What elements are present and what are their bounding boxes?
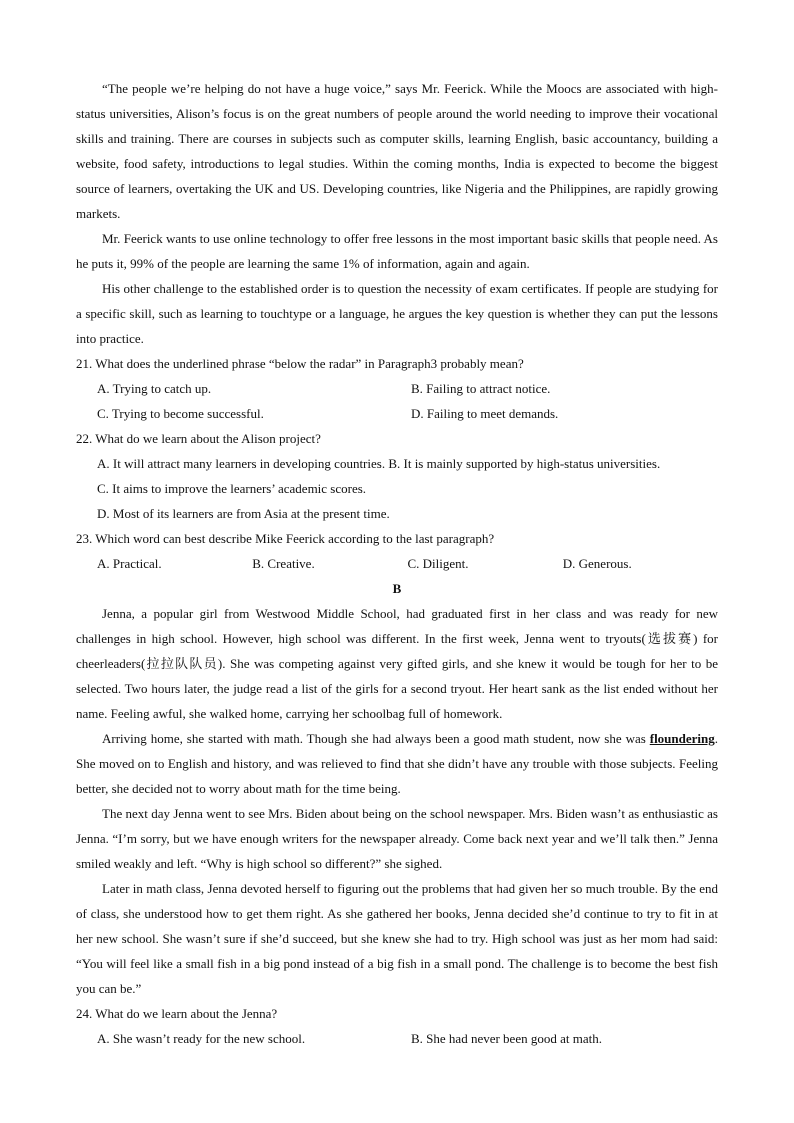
passage-paragraph: The next day Jenna went to see Mrs. Biden about being on the school newspaper. Mrs. Biden wasn’t as enthusiastic as Jenna. “I’m sorry, but we have enough writers for the newspaper already. Come back next year and we’ll talk then.” Jenna smiled weakly and left. “Why is high school so different?” she sighed. — [76, 806, 718, 871]
paragraph-text: . She moved on to English and history, and was relieved to find that she didn’t have any trouble with those subjects. Feeling better, she decided not to worry about math for the time being. — [76, 731, 718, 796]
question-24-stem: 24. What do we learn about the Jenna? — [76, 1006, 278, 1021]
question-21-option-c[interactable]: C. Trying to become successful. — [97, 406, 264, 421]
question-22-stem: 22. What do we learn about the Alison project? — [76, 431, 321, 446]
question-23-options — [76, 551, 718, 576]
passage-paragraph: Mr. Feerick wants to use online technology to offer free lessons in the most important basic skills that people need. As he puts it, 99% of the people are learning the same 1% of information, again and again. — [76, 231, 718, 271]
question-22-option-b[interactable]: B. It is mainly supported by high-status universities. — [388, 456, 661, 471]
question-21-option-d[interactable]: D. Failing to meet demands. — [411, 406, 559, 421]
underlined-word: floundering — [649, 731, 715, 746]
question-23-option-d[interactable]: D. Generous. — [562, 556, 632, 571]
question-22-option-c[interactable]: C. It aims to improve the learners’ academic scores. — [97, 481, 367, 496]
question-23-stem: 23. Which word can best describe Mike Feerick according to the last paragraph? — [76, 531, 495, 546]
question-22-options-row-1 — [76, 451, 718, 476]
question-24-option-b[interactable]: B. She had never been good at math. — [411, 1031, 602, 1046]
question-23-option-c[interactable]: C. Diligent. — [407, 556, 469, 571]
question-21-option-b[interactable]: B. Failing to attract notice. — [411, 381, 551, 396]
question-23-option-a[interactable]: A. Practical. — [97, 556, 162, 571]
question-24-options-row-1 — [76, 1026, 718, 1051]
exam-page — [76, 76, 718, 1051]
passage-paragraph: Jenna, a popular girl from Westwood Middle School, had graduated first in her class and was ready for new challenges in high school. However, high school was different. In the first week, Jenna went to tryouts(选拔赛) for cheerleaders(拉拉队队员). She was competing against very gifted girls, and she knew it would be tough for her to be selected. Two hours later, the judge read a list of the girls for a second tryout. Her heart sank as the list ended without her name. Feeling awful, she walked home, carrying her schoolbag full of homework. — [76, 606, 718, 721]
passage-paragraph — [76, 726, 718, 801]
passage-paragraph: His other challenge to the established order is to question the necessity of exam certificates. If people are studying for a specific skill, such as learning to touchtype or a language, he argues the key question is whether they can put the lessons into practice. — [76, 281, 718, 346]
question-22-option-a[interactable]: A. It will attract many learners in developing countries. — [97, 456, 386, 471]
section-heading: B — [392, 581, 402, 596]
question-22-option-d[interactable]: D. Most of its learners are from Asia at the present time. — [97, 506, 390, 521]
question-24-option-a[interactable]: A. She wasn’t ready for the new school. — [97, 1031, 306, 1046]
question-21-options-row-2 — [76, 401, 718, 426]
question-21-option-a[interactable]: A. Trying to catch up. — [97, 381, 212, 396]
passage-paragraph: “The people we’re helping do not have a huge voice,” says Mr. Feerick. While the Moocs are associated with high-status universities, Alison’s focus is on the great numbers of people around the world needing to improve their vocational skills and training. There are courses in subjects such as computer skills, learning English, basic accountancy, building a website, food safety, introductions to legal studies. Within the coming months, India is expected to become the biggest source of learners, overtaking the UK and US. Developing countries, like Nigeria and the Philippines, are rapidly growing markets. — [76, 81, 718, 221]
question-23-option-b[interactable]: B. Creative. — [252, 556, 315, 571]
question-21-options-row-1 — [76, 376, 718, 401]
question-21-stem: 21. What does the underlined phrase “below the radar” in Paragraph3 probably mean? — [76, 356, 524, 371]
paragraph-text: Arriving home, she started with math. Though she had always been a good math student, now she was — [102, 731, 650, 746]
passage-paragraph: Later in math class, Jenna devoted herself to figuring out the problems that had given her so much trouble. By the end of class, she understood how to get them right. As she gathered her books, Jenna decided she’d continue to try to fit in at her new school. She wasn’t sure if she’d succeed, but she knew she had to try. High school was just as her mom had said: “You will feel like a small fish in a big pond instead of a big fish in a small pond. The challenge is to become the best fish you can be.” — [76, 881, 718, 996]
